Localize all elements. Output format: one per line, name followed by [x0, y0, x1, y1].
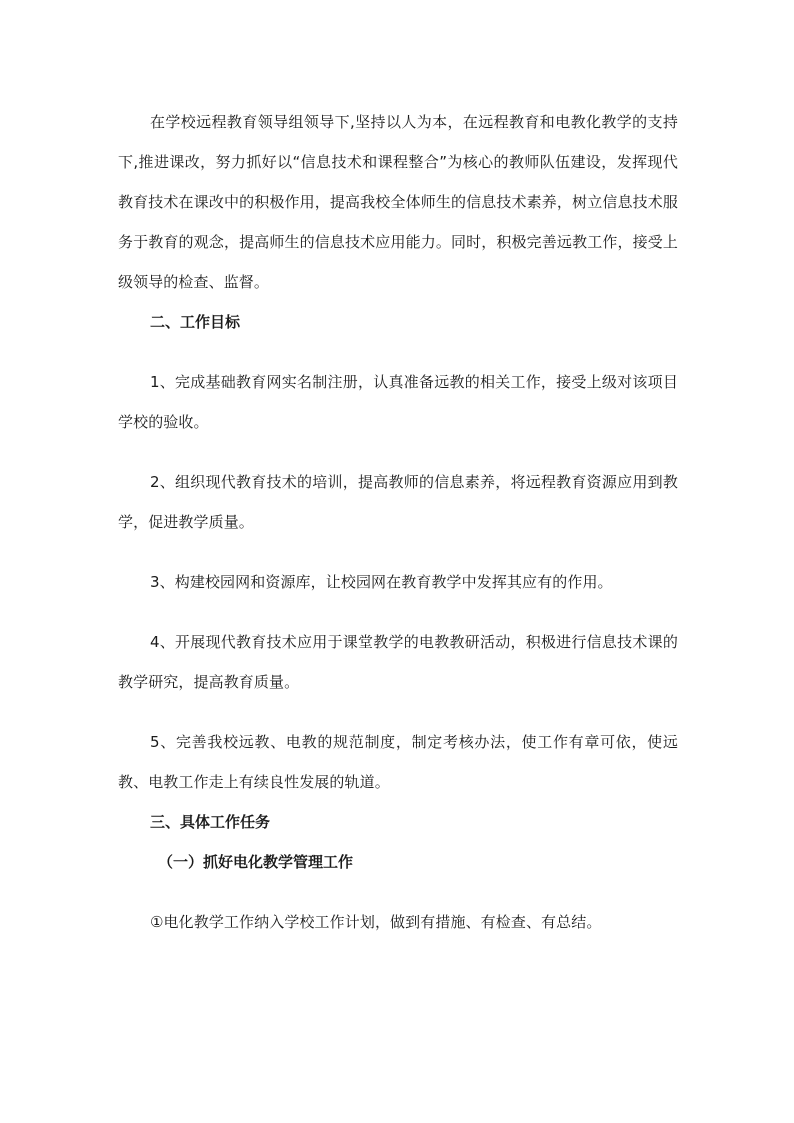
goal-item-1: 1、完成基础教育网实名制注册，认真准备远教的相关工作，接受上级对该项目学校的验收。: [118, 373, 678, 431]
goal-item-2: 2、组织现代教育技术的培训，提高教师的信息素养，将远程教育资源应用到教学，促进教学质量。: [118, 473, 678, 531]
task-item-1: ①电化教学工作纳入学校工作计划，做到有措施、有检查、有总结。: [150, 913, 602, 931]
document-body: [118, 102, 678, 942]
section-heading-goals: 二、工作目标: [150, 313, 241, 331]
intro-paragraph: 在学校远程教育领导组领导下,坚持以人为本，在远程教育和电教化教学的支持下,推进课改，努力抓好以“信息技术和课程整合”为核心的教师队伍建设，发挥现代教育技术在课改中的积极作用，提高我校全体师生的信息技术素养，树立信息技术服务于教育的观念，提高师生的信息技术应用能力。同时，积极完善远教工作，接受上级领导的检查、监督。: [118, 113, 678, 291]
subsection-heading-management: （一）抓好电化教学管理工作: [158, 853, 354, 871]
goal-item-5: 5、完善我校远教、电教的规范制度，制定考核办法，使工作有章可依，使远教、电教工作走上有续良性发展的轨道。: [118, 733, 678, 791]
goal-item-3: 3、构建校园网和资源库，让校园网在教育教学中发挥其应有的作用。: [150, 573, 613, 591]
section-heading-tasks: 三、具体工作任务: [150, 813, 271, 831]
goal-item-4: 4、开展现代教育技术应用于课堂教学的电教教研活动，积极进行信息技术课的教学研究，提高教育质量。: [118, 633, 678, 691]
